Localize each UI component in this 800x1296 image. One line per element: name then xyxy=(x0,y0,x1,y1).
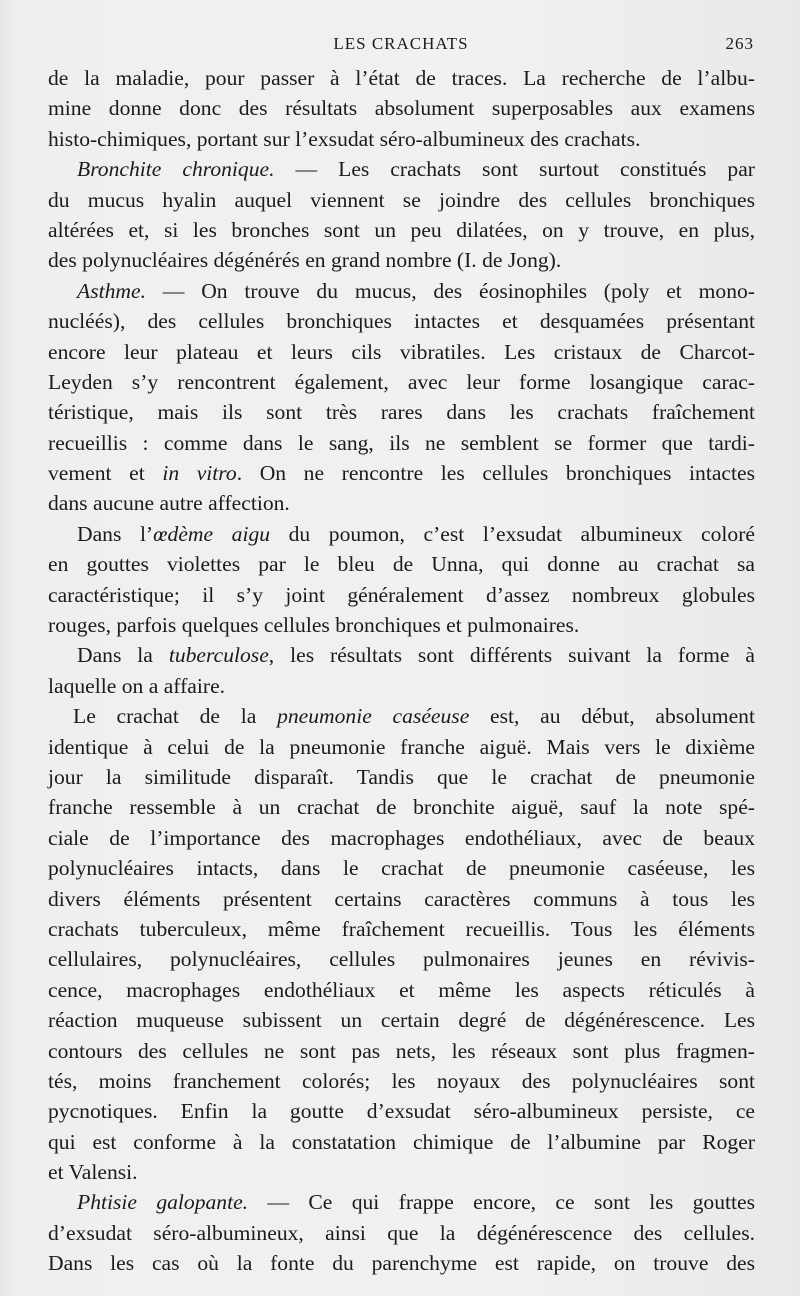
text-line xyxy=(48,1187,755,1217)
text-span: de la maladie, pour passer à l’état de traces. La recherche de l’albu- xyxy=(48,66,755,90)
text-span: identique à celui de la pneumonie franche aiguë. Mais vers le dixième xyxy=(48,734,755,759)
text-span: , les résultats sont différents suivant la forme à xyxy=(268,643,756,668)
page-number: 263 xyxy=(725,34,754,53)
text-line xyxy=(48,397,755,427)
running-header xyxy=(48,34,754,60)
text-line xyxy=(48,975,755,1005)
text-line xyxy=(48,215,755,245)
text-span: polynucléaires intacts, dans le crachat de pneumonie caséeuse, les xyxy=(48,856,755,881)
text-span: Leyden s’y rencontrent également, avec leur forme losangique carac- xyxy=(48,369,755,394)
text-line xyxy=(48,762,755,792)
text-span: d’exsudat séro-albumineux, ainsi que la dégénérescence des cellules. xyxy=(48,1220,755,1245)
text-span: crachats tuberculeux, même fraîchement recueillis. Tous les éléments xyxy=(48,916,755,941)
text-line xyxy=(48,306,755,336)
italic-text: Phtisie galopante. xyxy=(77,1190,249,1215)
text-span: franche ressemble à un crachat de bronchite aiguë, sauf la note spé- xyxy=(48,795,755,820)
text-span: laquelle on a affaire. xyxy=(48,673,226,698)
text-line xyxy=(48,337,755,367)
italic-text: Asthme. xyxy=(77,278,146,303)
text-span: encore leur plateau et leurs cils vibratiles. Les cristaux de Charcot- xyxy=(48,339,755,364)
text-line xyxy=(48,488,755,518)
text-span: caractéristique; il s’y joint généralement d’assez nombreux globules xyxy=(48,582,755,607)
text-span: en gouttes violettes par le bleu de Unna, qui donne au crachat sa xyxy=(48,552,755,577)
text-span: mine donne donc des résultats absolument superposables aux examens xyxy=(48,96,755,121)
text-span: réaction muqueuse subissent un certain degré de dégénérescence. Les xyxy=(48,1008,755,1033)
italic-text: in vitro xyxy=(162,461,237,486)
text-line xyxy=(48,792,755,822)
text-span: Dans les cas où la fonte du parenchyme est rapide, on trouve des xyxy=(48,1251,755,1276)
text-line xyxy=(48,154,755,184)
text-span: contours des cellules ne sont pas nets, les réseaux sont plus fragmen- xyxy=(48,1038,755,1063)
text-span: — Les crachats sont surtout constitués par xyxy=(274,157,755,182)
text-line xyxy=(48,944,755,974)
text-span: histo-chimiques, portant sur l’exsudat séro-albumineux des crachats. xyxy=(48,126,641,151)
text-line xyxy=(48,823,755,853)
text-line xyxy=(48,640,755,670)
text-span: vement et xyxy=(48,461,163,486)
text-line xyxy=(48,185,755,215)
text-line xyxy=(48,1248,755,1278)
text-span: téristique, mais ils sont très rares dans les crachats fraîchement xyxy=(48,400,755,425)
text-span: est, au début, absolument xyxy=(469,704,755,729)
running-title: LES CRACHATS xyxy=(333,34,469,53)
text-line xyxy=(48,701,755,731)
text-line xyxy=(48,580,755,610)
text-span: cence, macrophages endothéliaux et même les aspects réticulés à xyxy=(48,977,755,1002)
text-line xyxy=(48,93,755,123)
text-line xyxy=(48,610,755,640)
italic-text: Bronchite chronique. xyxy=(77,157,275,182)
text-span: rouges, parfois quelques cellules bronchiques et pulmonaires. xyxy=(48,613,580,638)
text-line xyxy=(48,1036,755,1066)
text-span: qui est conforme à la constatation chimique de l’albumine par Roger xyxy=(48,1129,755,1154)
text-line xyxy=(48,853,755,883)
text-span: tés, moins franchement colorés; les noyaux des polynucléaires sont xyxy=(48,1068,755,1093)
text-line xyxy=(48,1066,755,1096)
text-span: des polynucléaires dégénérés en grand nombre (I. de Jong). xyxy=(48,248,562,273)
body-text xyxy=(48,63,755,1279)
text-line xyxy=(48,63,755,93)
text-span: divers éléments présentent certains caractères communs à tous les xyxy=(48,886,755,911)
text-span: dans aucune autre affection. xyxy=(48,491,290,516)
text-span: du mucus hyalin auquel viennent se joindre des cellules bronchiques xyxy=(48,187,755,212)
italic-text: tuberculose xyxy=(168,643,269,668)
text-span: Dans l’ xyxy=(77,521,154,546)
text-line xyxy=(48,519,755,549)
text-line xyxy=(48,428,755,458)
text-line xyxy=(48,124,755,154)
text-span: pycnotiques. Enfin la goutte d’exsudat séro-albumineux persiste, ce xyxy=(48,1099,755,1124)
text-span: altérées et, si les bronches sont un peu dilatées, on y trouve, en plus, xyxy=(48,217,755,242)
text-span: — On trouve du mucus, des éosinophiles (poly et mono- xyxy=(145,278,755,303)
text-line xyxy=(48,549,755,579)
text-line xyxy=(48,1005,755,1035)
text-line xyxy=(48,367,755,397)
text-line xyxy=(48,732,755,762)
text-span: du poumon, c’est l’exsudat albumineux coloré xyxy=(270,521,756,546)
text-span: nucléés), des cellules bronchiques intactes et desquamées présentant xyxy=(48,309,755,334)
text-line xyxy=(48,914,755,944)
text-span: Dans la xyxy=(77,643,169,668)
text-line xyxy=(48,1096,755,1126)
italic-text: œdème aigu xyxy=(153,521,271,546)
text-line xyxy=(48,458,755,488)
text-span: ciale de l’importance des macrophages endothéliaux, avec de beaux xyxy=(48,825,755,850)
italic-text: pneumonie caséeuse xyxy=(277,704,470,729)
text-span: et Valensi. xyxy=(48,1160,138,1185)
text-line xyxy=(48,884,755,914)
text-span: jour la similitude disparaît. Tandis que le crachat de pneumonie xyxy=(48,764,755,789)
text-line xyxy=(48,245,755,275)
text-span: Le crachat de la xyxy=(73,704,278,729)
text-span: cellulaires, polynucléaires, cellules pulmonaires jeunes en révivis- xyxy=(48,947,755,972)
text-span: . On ne rencontre les cellules bronchiques intactes xyxy=(236,461,755,486)
text-span: — Ce qui frappe encore, ce sont les gouttes xyxy=(248,1190,755,1215)
text-line xyxy=(48,1157,755,1187)
text-span: recueillis : comme dans le sang, ils ne semblent se former que tardi- xyxy=(48,430,755,455)
text-line xyxy=(48,671,755,701)
text-line xyxy=(48,1127,755,1157)
text-line xyxy=(48,1218,755,1248)
text-line xyxy=(48,276,755,306)
